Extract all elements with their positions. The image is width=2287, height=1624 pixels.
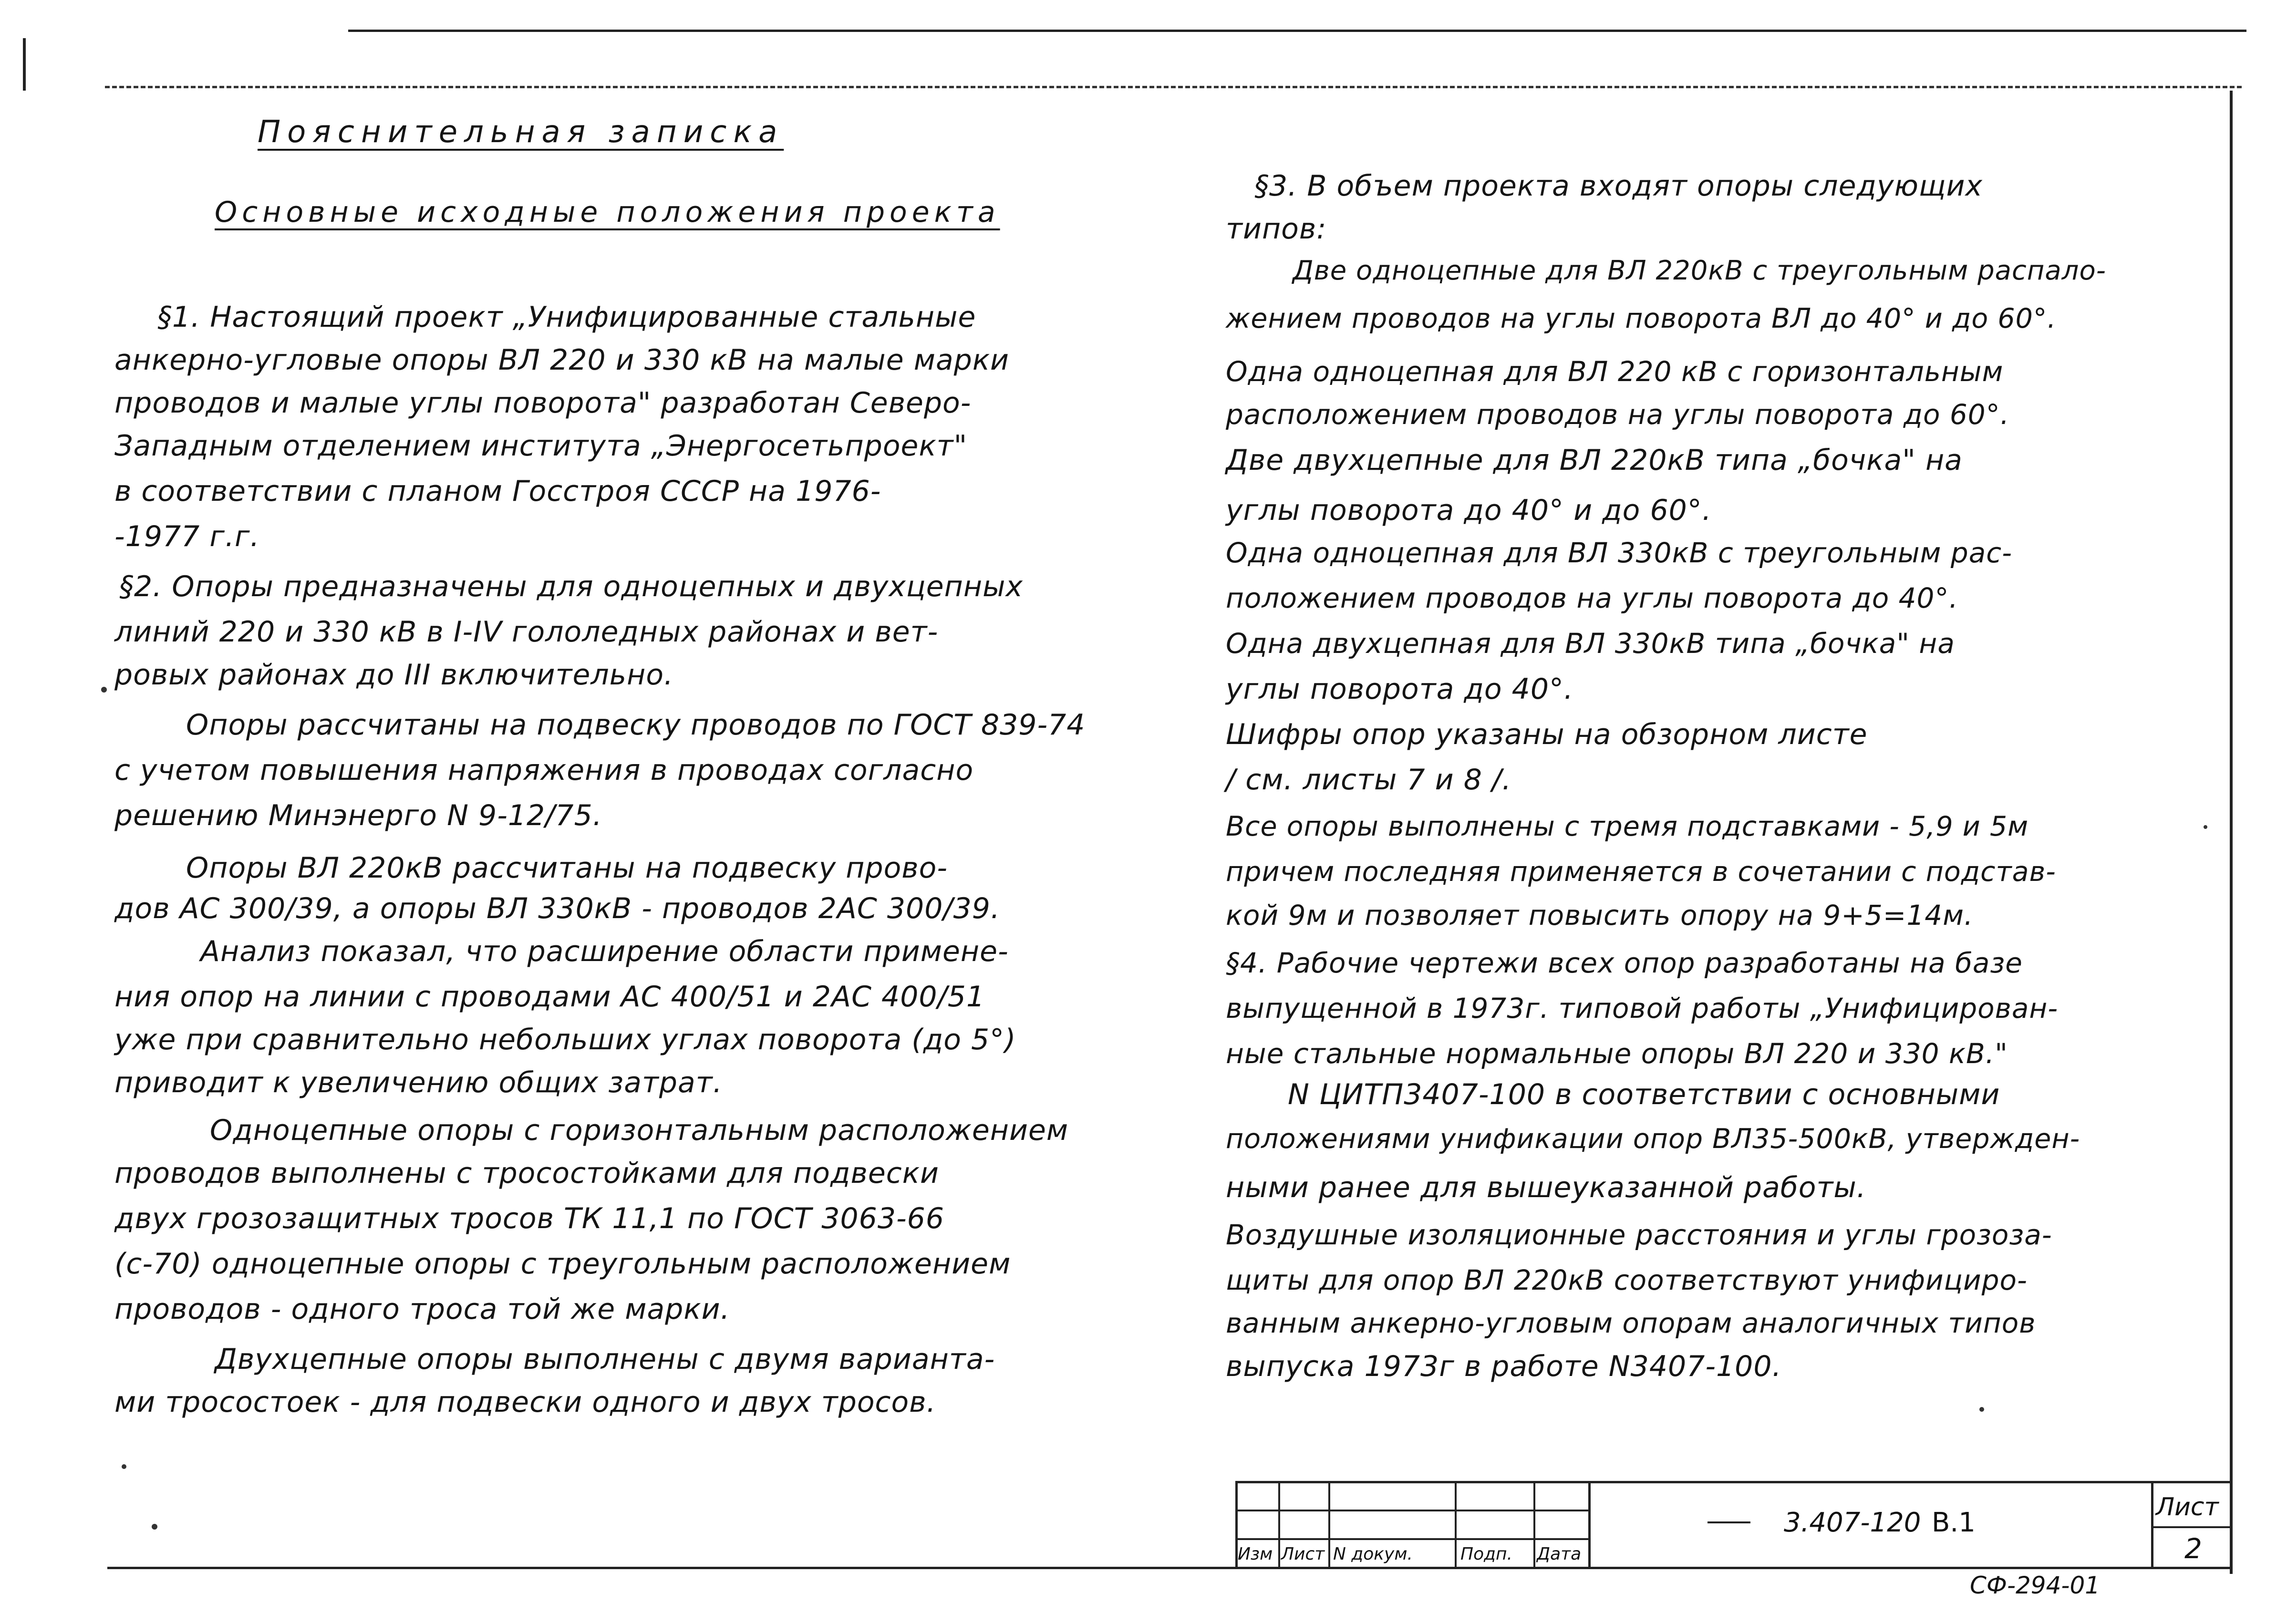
text-line: ми тросостоек - для подвески одного и двух тросов.	[114, 1386, 936, 1419]
sheet-label: Лист	[2156, 1493, 2219, 1521]
binding-mark	[23, 38, 26, 91]
text-line: §4. Рабочие чертежи всех опор разработаны на базе	[1226, 947, 2023, 979]
text-line: Все опоры выполнены с тремя подставками - 5,9 и 5м	[1226, 811, 2029, 842]
text-line: дов АС 300/39, а опоры ВЛ 330кВ - проводов 2АС 300/39.	[114, 892, 1001, 925]
format-stamp: СФ-294-01	[1970, 1572, 2101, 1599]
document-code: 3.407-120	[1784, 1507, 1921, 1538]
text-line: двух грозозащитных тросов ТК 11,1 по ГОСТ 3063-66	[114, 1202, 945, 1235]
text-line: расположением проводов на углы поворота до 60°.	[1226, 398, 2010, 431]
text-line: Анализ показал, что расширение области примене-	[200, 935, 1009, 968]
text-line: анкерно-угловые опоры ВЛ 220 и 330 кВ на малые марки	[114, 343, 1010, 377]
top-dashed-border	[105, 86, 2242, 88]
grid-col-line	[1533, 1481, 1535, 1567]
text-line: Опоры ВЛ 220кВ рассчитаны на подвеску прово-	[186, 851, 948, 885]
text-line: решению Минэнерго N 9-12/75.	[114, 799, 602, 832]
grid-col-line	[1328, 1481, 1330, 1567]
header-list: Лист	[1281, 1544, 1325, 1564]
text-line: линий 220 и 330 кВ в I-IV гололедных районах и вет-	[114, 615, 939, 649]
sheet-cell-divider	[2151, 1526, 2232, 1528]
text-line: выпуска 1973г в работе N3407-100.	[1226, 1350, 1782, 1383]
scan-speck	[101, 687, 107, 693]
text-line: жением проводов на углы поворота ВЛ до 40° и до 60°.	[1226, 303, 2057, 334]
text-line: выпущенной в 1973г. типовой работы „Унифицирован-	[1226, 992, 2059, 1024]
text-line: проводов выполнены с тросостойками для подвески	[114, 1157, 939, 1190]
text-line: -1977 г.г.	[114, 520, 260, 553]
text-line: Одна двухцепная для ВЛ 330кВ типа „бочка" на	[1226, 627, 1955, 660]
text-line: кой 9м и позволяет повысить опору на 9+5=14м.	[1226, 899, 1974, 931]
text-line: Двухцепные опоры выполнены с двумя варианта-	[215, 1343, 995, 1376]
text-line: §2. Опоры предназначены для одноцепных и двухцепных	[119, 570, 1023, 603]
text-line: проводов - одного троса той же марки.	[114, 1293, 730, 1326]
grid-col-line	[1588, 1481, 1591, 1567]
text-line: щиты для опор ВЛ 220кВ соответствуют унифициро-	[1226, 1264, 2028, 1296]
text-line: / см. листы 7 и 8 /.	[1226, 763, 1512, 796]
text-line: приводит к увеличению общих затрат.	[114, 1066, 723, 1099]
text-line: Опоры рассчитаны на подвеску проводов по ГОСТ 839-74	[186, 708, 1086, 742]
document-part: В.1	[1932, 1507, 1976, 1538]
code-dash	[1707, 1521, 1750, 1523]
text-line: ния опор на линии с проводами АС 400/51 и 2АС 400/51	[114, 980, 985, 1014]
text-line: с учетом повышения напряжения в проводах согласно	[114, 754, 974, 787]
text-line: ные стальные нормальные опоры ВЛ 220 и 330 кВ."	[1226, 1037, 2008, 1070]
text-line: §3. В объем проекта входят опоры следующих	[1254, 169, 1983, 203]
text-line: ровых районах до III включительно.	[114, 658, 674, 692]
header-doc-number: N докум.	[1333, 1544, 1413, 1564]
text-line: углы поворота до 40° и до 60°.	[1226, 494, 1712, 527]
text-line: типов:	[1226, 212, 1327, 246]
text-line: положениями унификации опор ВЛ35-500кВ, утвержден-	[1226, 1123, 2080, 1155]
grid-col-line	[1455, 1481, 1457, 1567]
text-line: Западным отделением института „Энергосетьпроект"	[114, 429, 968, 463]
sheet-cell-left	[2151, 1481, 2153, 1567]
text-line: в соответствии с планом Госстроя СССР на 1976-	[114, 475, 881, 508]
bottom-border	[107, 1567, 2232, 1569]
header-date: Дата	[1537, 1544, 1582, 1564]
text-line: Две одноцепные для ВЛ 220кВ с треугольным распало-	[1293, 255, 2106, 286]
text-line: причем последняя применяется в сочетании с подстав-	[1226, 856, 2056, 888]
page-subtitle: Основные исходные положения проекта	[215, 196, 1000, 229]
text-line: углы поворота до 40°.	[1226, 672, 1574, 706]
text-line: Две двухцепные для ВЛ 220кВ типа „бочка" на	[1226, 444, 1963, 477]
grid-col-line	[1278, 1481, 1280, 1567]
text-line: уже при сравнительно небольших углах поворота (до 5°)	[114, 1023, 1016, 1056]
scan-speck	[152, 1524, 157, 1530]
text-line: ванным анкерно-угловым опорам аналогичных типов	[1226, 1307, 2036, 1339]
text-line: (с-70) одноцепные опоры с треугольным расположением	[114, 1247, 1011, 1281]
header-signature: Подп.	[1460, 1544, 1512, 1564]
grid-row-line	[1235, 1538, 1588, 1540]
text-line: ными ранее для вышеуказанной работы.	[1226, 1171, 1866, 1204]
text-line: §1. Настоящий проект „Унифицированные стальные	[157, 300, 976, 334]
title-block-top	[1235, 1481, 2232, 1483]
text-line: Одна одноцепная для ВЛ 330кВ с треугольным рас-	[1226, 537, 2013, 569]
text-line: положением проводов на углы поворота до 40°.	[1226, 582, 1958, 614]
text-line: проводов и малые углы поворота" разработан Северо-	[114, 386, 972, 420]
grid-row-line	[1235, 1510, 1588, 1511]
page-title: Пояснительная записка	[258, 114, 784, 150]
scan-speck	[122, 1464, 126, 1469]
text-line: Шифры опор указаны на обзорном листе	[1226, 718, 1868, 751]
text-line: Одноцепные опоры с горизонтальным расположением	[210, 1114, 1069, 1147]
header-izm: Изм	[1238, 1544, 1273, 1564]
text-line: N ЦИТП3407-100 в соответствии с основными	[1288, 1078, 2000, 1111]
text-line: Одна одноцепная для ВЛ 220 кВ с горизонтальным	[1226, 355, 2004, 388]
text-line: Воздушные изоляционные расстояния и углы грозоза-	[1226, 1219, 2052, 1251]
scan-speck	[2204, 825, 2207, 829]
sheet-number: 2	[2184, 1532, 2202, 1565]
right-border	[2230, 91, 2233, 1574]
scan-speck	[1979, 1407, 1984, 1412]
top-rule	[348, 30, 2246, 32]
